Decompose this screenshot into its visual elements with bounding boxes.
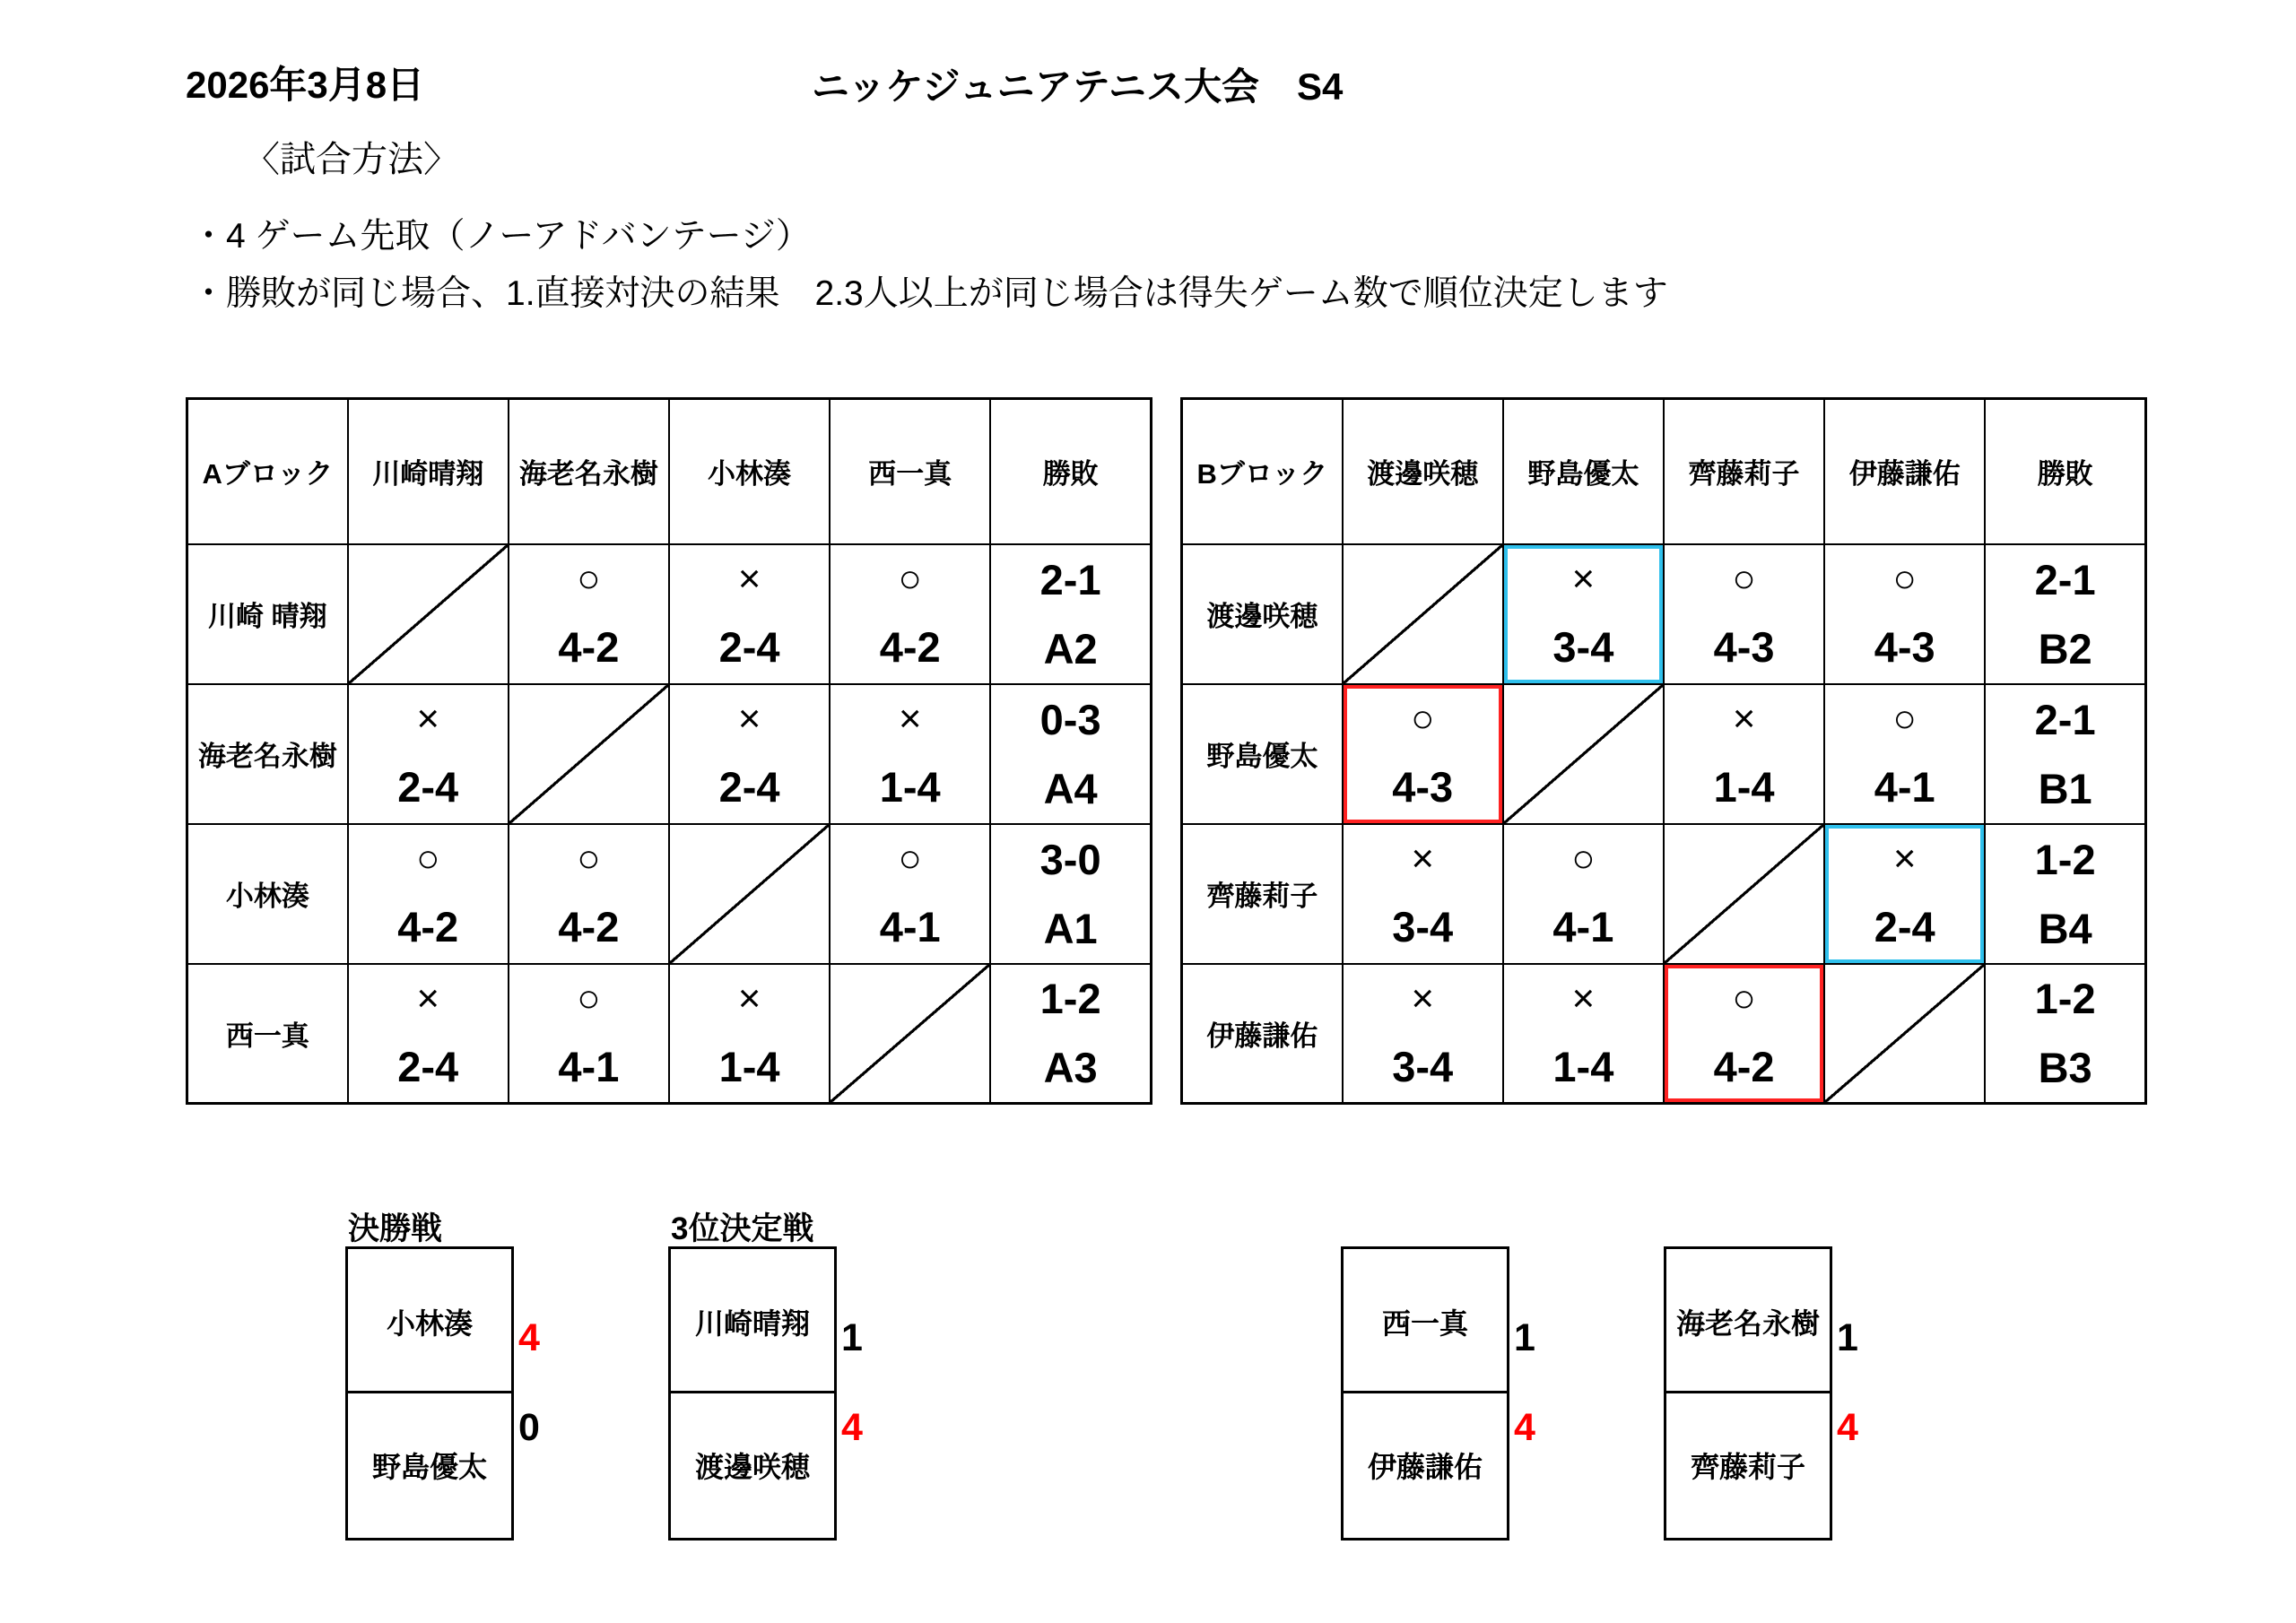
finalist-name: 川崎晴翔	[694, 1307, 810, 1340]
table-row	[1182, 684, 2146, 824]
win-mark: ○	[898, 837, 922, 881]
match-result-cell	[830, 824, 990, 964]
match-result-content	[509, 557, 668, 671]
match-result-content	[1344, 697, 1502, 811]
game-score: 2-4	[397, 763, 459, 811]
match-result-cell	[830, 684, 990, 824]
match-result-cell	[1343, 684, 1503, 824]
record-cell	[990, 544, 1151, 684]
finalist-name: 海老名永樹	[1675, 1307, 1820, 1340]
final-score: 4	[841, 1406, 863, 1449]
match-result-cell	[1824, 684, 1985, 824]
table-row	[187, 824, 1152, 964]
win-loss-record: 1-2	[2034, 975, 2096, 1023]
player-name-cell: 渡邊咲穂	[1182, 544, 1343, 684]
match-result-cell	[1824, 544, 1985, 684]
win-mark: ○	[577, 976, 601, 1020]
loss-mark: ×	[1571, 976, 1596, 1020]
record-content	[1986, 975, 2144, 1092]
match-result-content	[831, 697, 989, 811]
block-b-table	[1180, 397, 2147, 1105]
column-header: 齊藤莉子	[1664, 399, 1824, 544]
diagonal-cell	[1343, 544, 1503, 684]
game-score: 4-3	[1713, 623, 1775, 671]
win-mark: ○	[577, 557, 601, 601]
record-column-header: 勝敗	[1985, 399, 2145, 544]
loss-mark: ×	[416, 976, 440, 1020]
final-score: 4	[1514, 1406, 1535, 1449]
final-score: 1	[841, 1316, 863, 1359]
record-cell	[1985, 964, 2145, 1104]
match-result-content	[1504, 839, 1663, 948]
win-mark: ○	[1732, 557, 1756, 601]
finalist-name: 齊藤莉子	[1690, 1451, 1805, 1483]
final-box-divider	[1665, 1391, 1831, 1393]
final-score: 4	[1837, 1406, 1858, 1449]
column-header: 川崎晴翔	[348, 399, 509, 544]
game-score: 4-2	[397, 903, 459, 950]
game-score: 4-2	[558, 903, 620, 950]
record-column-header: 勝敗	[990, 399, 1151, 544]
match-result-content	[1825, 839, 1984, 948]
match-result-cell	[1664, 544, 1824, 684]
finalist-name: 野島優太	[371, 1451, 487, 1483]
match-result-content	[1825, 557, 1984, 671]
win-mark: ○	[415, 837, 440, 881]
game-score: 3-4	[1552, 623, 1614, 671]
rank-code: B2	[2038, 624, 2092, 673]
method-heading: 〈試合方法〉	[244, 140, 459, 179]
column-header: 野島優太	[1503, 399, 1664, 544]
record-cell	[1985, 544, 2145, 684]
win-loss-record: 0-3	[1039, 695, 1101, 743]
win-mark: ○	[898, 557, 922, 601]
record-cell	[990, 684, 1151, 824]
rank-code: A4	[1043, 764, 1098, 812]
finalist-name: 小林湊	[386, 1307, 473, 1340]
date-label: 2026年3月8日	[186, 64, 425, 106]
match-result-cell	[348, 824, 509, 964]
final-match-box	[1664, 1246, 1858, 1541]
loss-mark: ×	[898, 697, 922, 741]
header-row	[1182, 399, 2146, 544]
game-score: 2-4	[718, 763, 780, 811]
player-name-cell: 野島優太	[1182, 684, 1343, 824]
game-score: 4-2	[1713, 1042, 1775, 1090]
record-content	[1986, 835, 2144, 952]
final-match-box	[668, 1211, 863, 1541]
player-name-cell: 小林湊	[187, 824, 348, 964]
rank-code: B1	[2038, 764, 2092, 812]
game-score: 4-2	[879, 623, 941, 671]
page-title: ニッケジュニアテニス大会 S4	[812, 65, 1344, 108]
block-title-cell: Bブロック	[1182, 399, 1343, 544]
match-result-cell	[1343, 824, 1503, 964]
diagonal-cell	[1664, 824, 1824, 964]
match-result-content	[670, 697, 829, 811]
win-mark: ○	[1410, 697, 1435, 741]
record-content	[991, 695, 1150, 812]
loss-mark: ×	[737, 697, 761, 741]
match-result-content	[831, 839, 989, 948]
match-result-cell	[1664, 684, 1824, 824]
match-result-content	[1665, 557, 1823, 671]
loss-mark: ×	[1571, 557, 1596, 601]
finalist-name: 伊藤謙佑	[1367, 1451, 1483, 1483]
finalist-name: 西一真	[1381, 1307, 1468, 1340]
match-result-cell	[669, 544, 830, 684]
game-score: 1-4	[879, 763, 941, 811]
column-header: 西一真	[830, 399, 990, 544]
loss-mark: ×	[1732, 697, 1756, 741]
rule-item: ・4 ゲーム先取（ノーアドバンテージ）	[191, 217, 811, 256]
match-result-content	[670, 557, 829, 671]
match-result-cell	[509, 544, 669, 684]
match-result-cell	[669, 964, 830, 1104]
record-content	[991, 835, 1150, 952]
record-cell	[1985, 684, 2145, 824]
match-result-cell	[348, 964, 509, 1104]
loss-mark: ×	[1892, 837, 1917, 881]
record-cell	[990, 824, 1151, 964]
win-mark: ○	[1892, 557, 1917, 601]
game-score: 3-4	[1392, 1042, 1454, 1090]
player-name-cell: 齊藤莉子	[1182, 824, 1343, 964]
match-result-content	[509, 976, 668, 1090]
final-match-box	[1341, 1246, 1535, 1541]
column-header: 渡邊咲穂	[1343, 399, 1503, 544]
table-row	[187, 544, 1152, 684]
match-result-content	[1344, 839, 1502, 948]
game-score: 4-3	[1874, 623, 1935, 671]
match-result-content	[1825, 697, 1984, 811]
match-result-content	[1344, 976, 1502, 1090]
record-content	[1986, 555, 2144, 673]
table-row	[1182, 824, 2146, 964]
record-content	[991, 975, 1150, 1092]
match-result-cell	[830, 544, 990, 684]
game-score: 4-3	[1392, 763, 1454, 811]
game-score: 2-4	[1874, 903, 1935, 950]
final-score: 1	[1837, 1316, 1858, 1359]
final-box-divider	[670, 1391, 835, 1393]
match-result-content	[1665, 697, 1823, 811]
diagonal-cell	[669, 824, 830, 964]
match-result-cell	[509, 824, 669, 964]
rank-code: A1	[1043, 904, 1098, 952]
win-mark: ○	[1571, 837, 1596, 881]
win-loss-record: 3-0	[1039, 835, 1101, 883]
final-match-label: 3位決定戦	[671, 1211, 814, 1246]
match-result-cell	[509, 964, 669, 1104]
win-loss-record: 2-1	[2034, 555, 2096, 603]
column-header: 小林湊	[669, 399, 830, 544]
win-mark: ○	[577, 837, 601, 881]
match-result-cell	[1664, 964, 1824, 1104]
win-loss-record: 1-2	[2034, 835, 2096, 883]
match-result-cell	[1503, 824, 1664, 964]
record-content	[1986, 695, 2144, 812]
match-result-content	[1504, 976, 1663, 1090]
win-loss-record: 2-1	[2034, 695, 2096, 743]
match-result-content	[1504, 557, 1663, 671]
match-result-content	[831, 557, 989, 671]
match-result-content	[349, 697, 508, 811]
match-result-cell	[1503, 544, 1664, 684]
rule-item: ・勝敗が同じ場合、1.直接対決の結果 2.3人以上が同じ場合は得失ゲーム数で順位決定します	[191, 274, 1668, 313]
header-row	[187, 399, 1152, 544]
record-cell	[990, 964, 1151, 1104]
win-mark: ○	[1892, 697, 1917, 741]
match-result-content	[349, 976, 508, 1090]
game-score: 1-4	[1552, 1042, 1614, 1090]
diagonal-cell	[830, 964, 990, 1104]
final-score: 1	[1514, 1316, 1535, 1359]
final-score: 0	[518, 1406, 540, 1449]
loss-mark: ×	[1411, 976, 1435, 1020]
match-result-content	[670, 976, 829, 1090]
rank-code: B3	[2038, 1044, 2092, 1092]
game-score: 4-1	[558, 1042, 620, 1090]
record-content	[991, 555, 1150, 673]
player-name-cell: 海老名永樹	[187, 684, 348, 824]
match-result-content	[1665, 976, 1823, 1090]
game-score: 4-2	[558, 623, 620, 671]
player-name-cell: 伊藤謙佑	[1182, 964, 1343, 1104]
loss-mark: ×	[737, 557, 761, 601]
final-box-divider	[347, 1391, 512, 1393]
win-loss-record: 1-2	[1039, 975, 1101, 1023]
game-score: 4-1	[879, 903, 941, 950]
match-result-cell	[348, 684, 509, 824]
final-box-divider	[1343, 1391, 1508, 1393]
final-match-label: 決勝戦	[348, 1211, 443, 1246]
match-result-content	[509, 839, 668, 948]
diagonal-cell	[509, 684, 669, 824]
diagonal-cell	[348, 544, 509, 684]
loss-mark: ×	[737, 976, 761, 1020]
rank-code: B4	[2038, 904, 2092, 952]
block-a-section	[186, 397, 1152, 1105]
final-score: 4	[518, 1316, 540, 1359]
block-a-table	[186, 397, 1152, 1105]
table-row	[1182, 964, 2146, 1104]
loss-mark: ×	[1411, 837, 1435, 881]
diagonal-cell	[1824, 964, 1985, 1104]
match-result-content	[349, 839, 508, 948]
rank-code: A2	[1043, 624, 1098, 673]
finalist-name: 渡邊咲穂	[694, 1451, 810, 1483]
game-score: 1-4	[1713, 763, 1775, 811]
match-result-cell	[1343, 964, 1503, 1104]
game-score: 1-4	[718, 1042, 780, 1090]
loss-mark: ×	[416, 697, 440, 741]
table-row	[187, 684, 1152, 824]
table-row	[1182, 544, 2146, 684]
game-score: 2-4	[397, 1042, 459, 1090]
match-result-cell	[1824, 824, 1985, 964]
table-row	[187, 964, 1152, 1104]
win-mark: ○	[1732, 976, 1756, 1020]
diagonal-cell	[1503, 684, 1664, 824]
win-loss-record: 2-1	[1039, 555, 1101, 603]
player-name-cell: 川崎 晴翔	[187, 544, 348, 684]
block-title-cell: Aブロック	[187, 399, 348, 544]
match-result-cell	[1503, 964, 1664, 1104]
game-score: 4-1	[1874, 763, 1935, 811]
game-score: 4-1	[1552, 903, 1614, 950]
match-result-cell	[669, 684, 830, 824]
block-b-section	[1180, 397, 2147, 1105]
rank-code: A3	[1043, 1044, 1098, 1092]
final-match-box	[345, 1211, 540, 1541]
game-score: 3-4	[1392, 903, 1454, 950]
game-score: 2-4	[718, 623, 780, 671]
player-name-cell: 西一真	[187, 964, 348, 1104]
column-header: 伊藤謙佑	[1824, 399, 1985, 544]
record-cell	[1985, 824, 2145, 964]
column-header: 海老名永樹	[509, 399, 669, 544]
